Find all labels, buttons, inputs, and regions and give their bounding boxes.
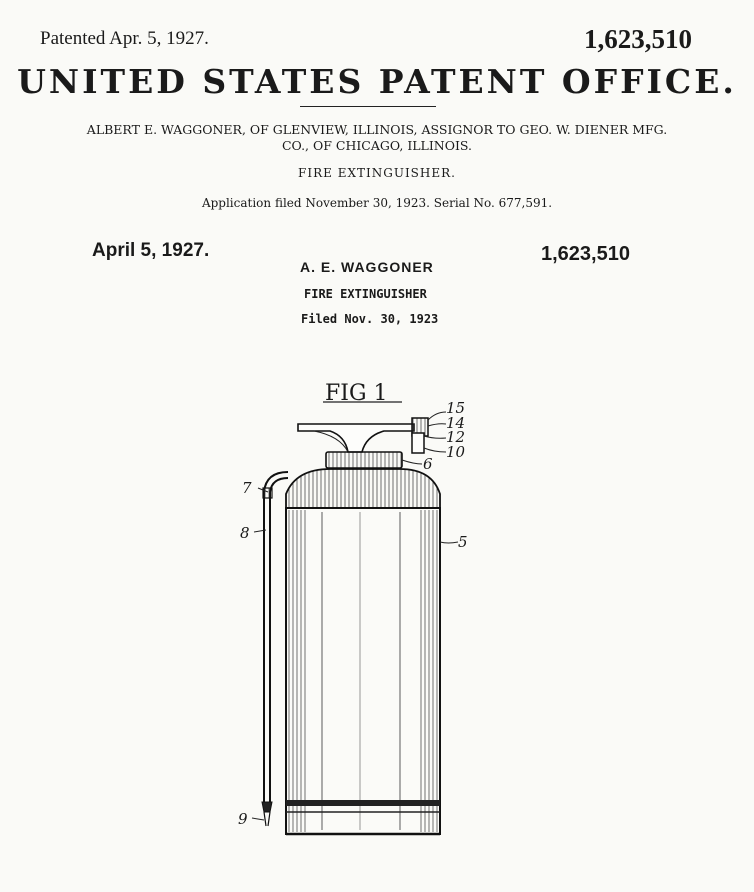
drawing-sheet-date: April 5, 1927. (92, 240, 210, 261)
ref-numeral-10: 10 (446, 443, 466, 461)
figure-label: FIG 1 (325, 381, 388, 406)
ref-numeral-7: 7 (242, 479, 252, 497)
ref-numeral-8: 8 (240, 524, 250, 542)
inventor-line-2: CO., OF CHICAGO, ILLINOIS. (281, 138, 473, 153)
patent-number: 1,623,510 (584, 24, 692, 54)
filler-collar (326, 452, 402, 468)
handle-lever (298, 418, 428, 453)
ref-numeral-5: 5 (458, 533, 468, 551)
tank-body (286, 508, 440, 834)
patented-date: Patented Apr. 5, 1927. (40, 28, 209, 49)
ref-numeral-6: 6 (423, 455, 433, 473)
office-heading: UNITED STATES PATENT OFFICE. (17, 62, 737, 101)
application-filed-line: Application filed November 30, 1923. Serial No. 677,591. (201, 196, 553, 210)
inventor-line-1: ALBERT E. WAGGONER, OF GLENVIEW, ILLINOIS, ASSIGNOR TO GEO. W. DIENER MFG. (86, 122, 668, 137)
drawing-sheet-inventor: A. E. WAGGONER (300, 259, 434, 275)
ref-numeral-9: 9 (238, 810, 248, 828)
ref-numeral-14: 14 (446, 414, 466, 432)
ref-numeral-15: 15 (446, 399, 466, 417)
invention-title: FIRE EXTINGUISHER. (298, 166, 456, 180)
drawing-sheet-title: FIRE EXTINGUISHER (304, 287, 427, 301)
ref-numeral-12: 12 (446, 428, 466, 446)
drawing-sheet-filed: Filed Nov. 30, 1923 (301, 312, 439, 326)
tank-dome (286, 469, 440, 510)
drawing-sheet-number: 1,623,510 (541, 243, 630, 265)
hose (262, 472, 288, 826)
